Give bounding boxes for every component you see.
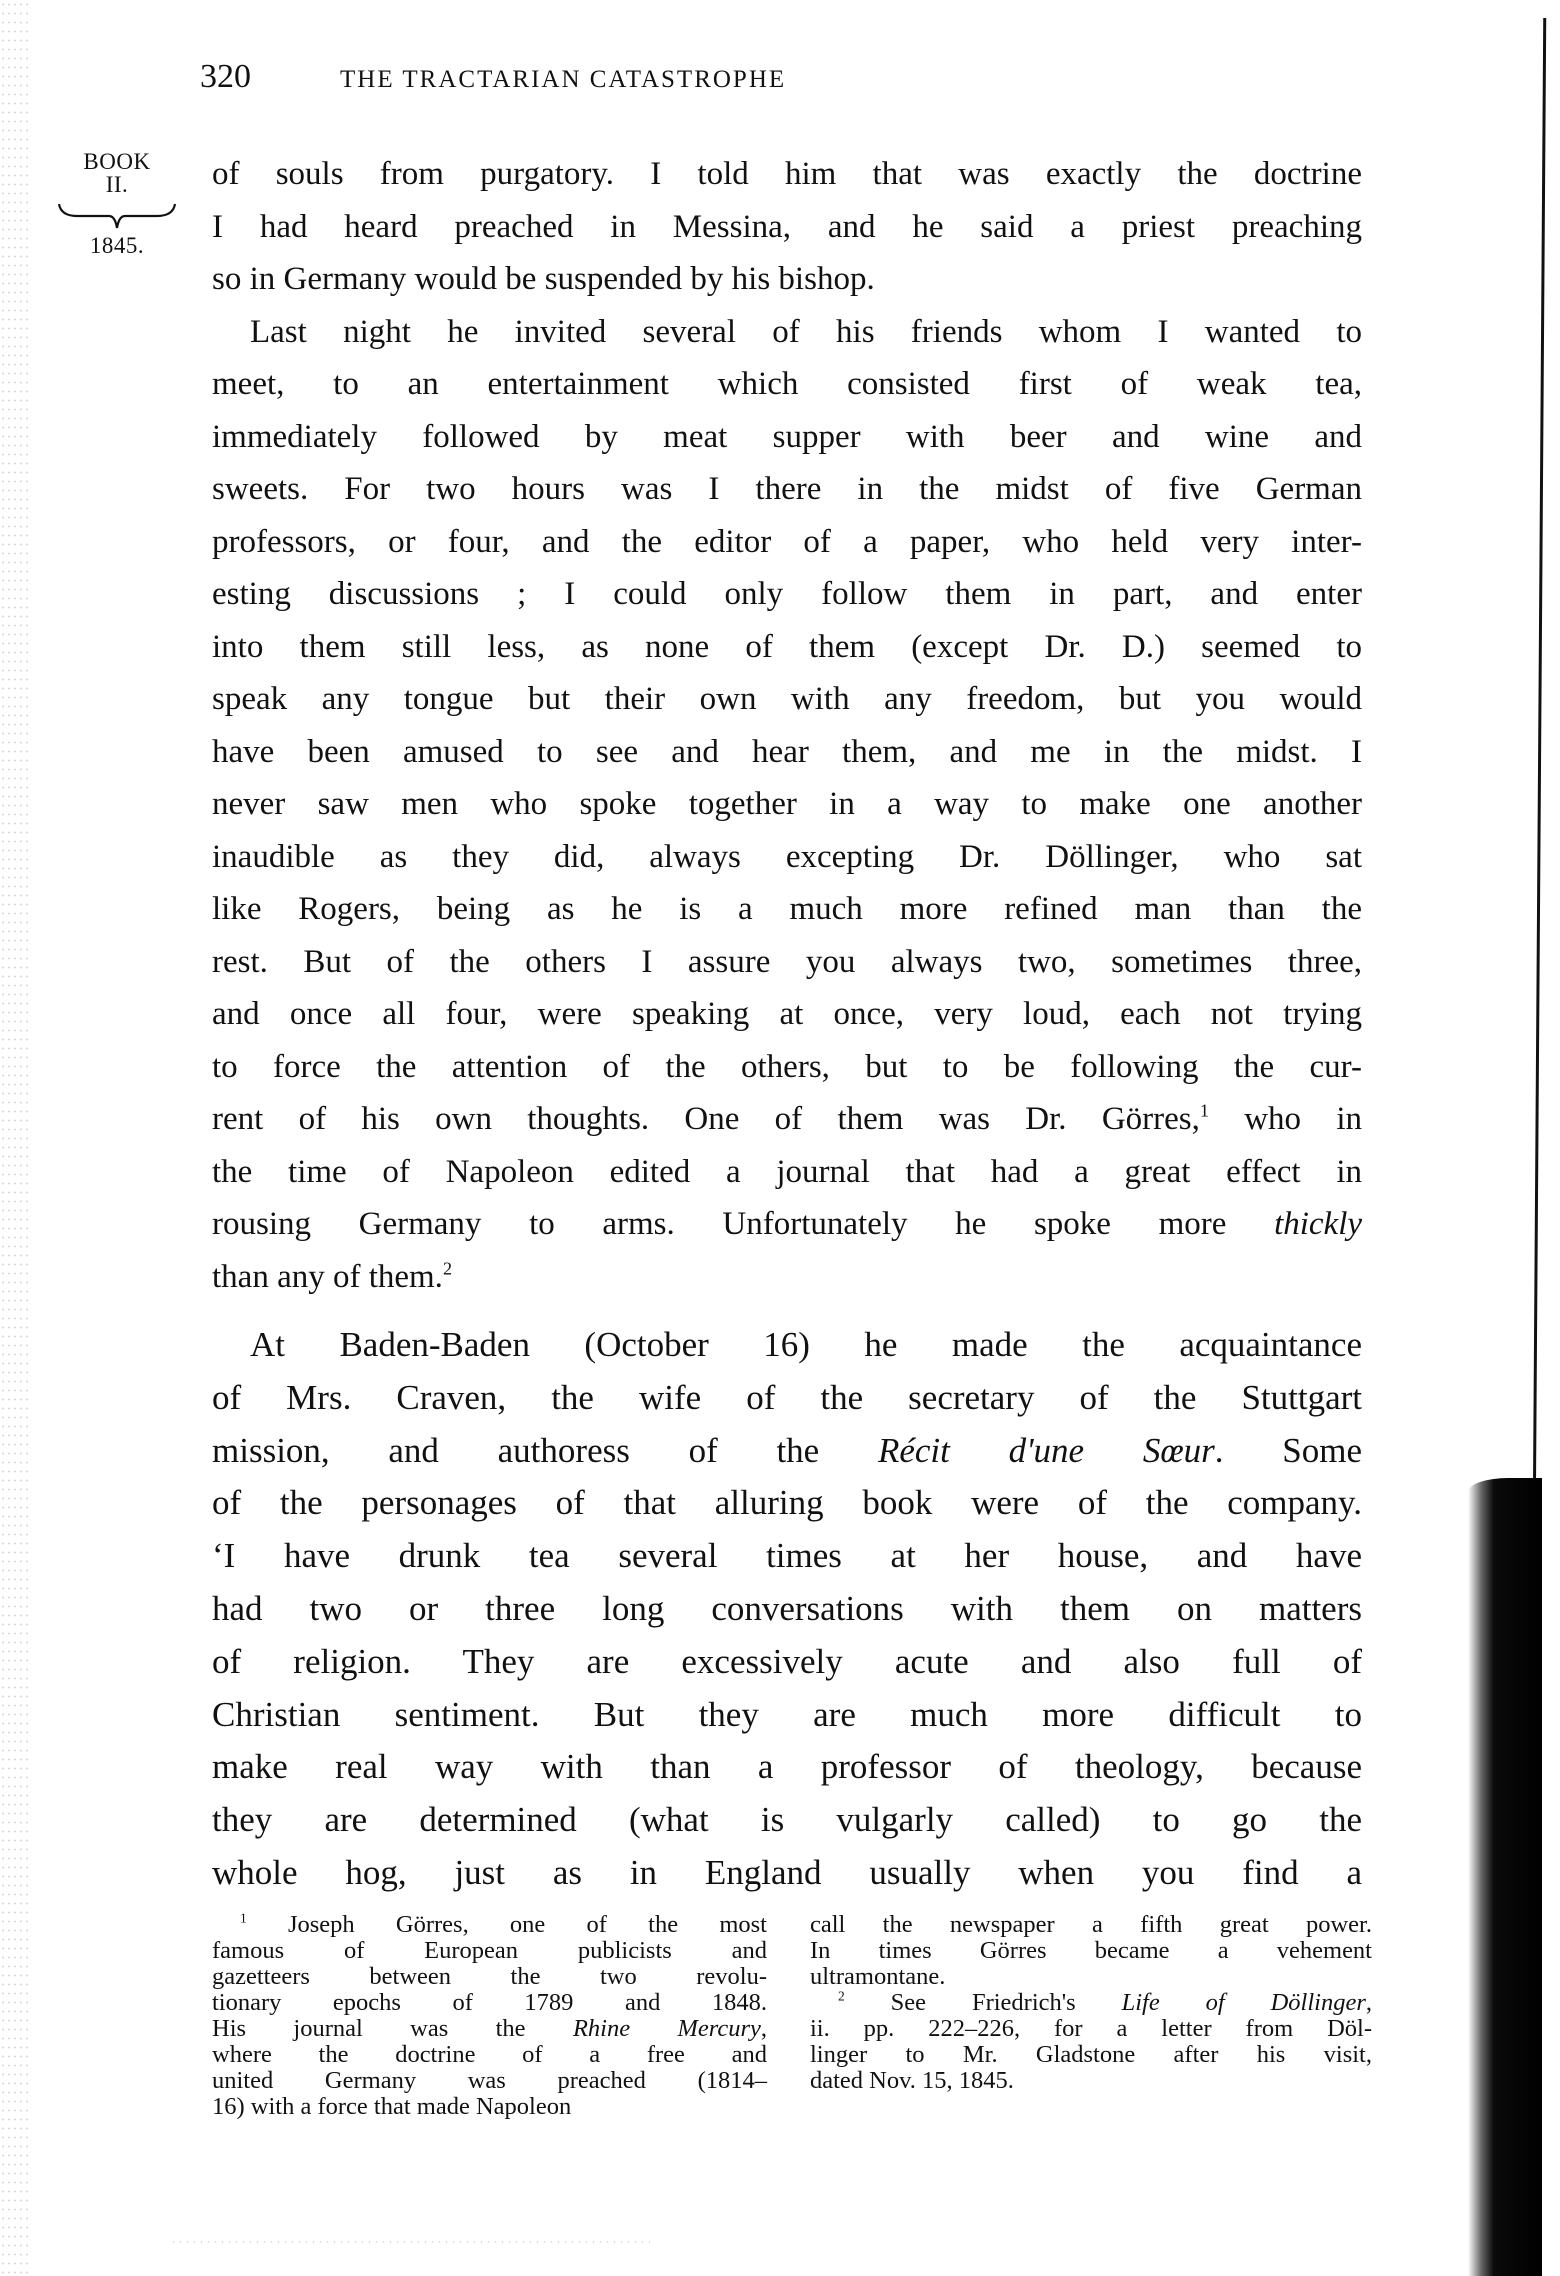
text-line: speak any tongue but their own with any freedom, but you would [212,681,1362,717]
text-segment: Joseph Görres, one of the most [287,1911,767,1938]
text-line: like Rogers, being as he is a much more refined man than the [212,891,1362,927]
text-line: meet, to an entertainment which consisted first of weak tea, [212,366,1362,402]
scan-page-edge-right-line [1533,18,1546,1518]
text-line: they are determined (what is vulgarly called) to go the [212,1800,1362,1840]
footnote-marker-1: 1 [240,1910,247,1926]
text-line: make real way with than a professor of theology, because [212,1747,1362,1787]
text-segment: mission, and authoress of the [212,1430,820,1470]
footnote-line: His journal was the Rhine Mercury, [212,2015,768,2042]
scan-page-edge-left [0,0,30,2276]
text-line: into them still less, as none of them (except Dr. D.) seemed to [212,628,1362,665]
margin-note-book: BOOK [83,149,151,174]
text-segment: See Friedrich's [890,1989,1076,2016]
book-title: Récit d'une Sœur [877,1430,1215,1470]
footnote-line [212,1912,767,1938]
text-line: professors, or four, and the editor of a paper, who held very inter- [212,523,1362,560]
book-title: Life of Döllinger [1121,1989,1366,2016]
text-line [212,1251,1362,1304]
text-line: never saw men who spoke together in a way to make one another [212,786,1362,822]
running-title: THE TRACTARIAN CATASTROPHE [340,66,787,93]
footnote-line: dated Nov. 15, 1845. [810,2067,1014,2094]
footnote-line: united Germany was preached (1814– [212,2067,767,2094]
footnote-line: famous of European publicists and [212,1937,767,1964]
footnote-line: call the newspaper a fifth great power. [810,1911,1372,1938]
text-line: esting discussions ; I could only follow them in part, and enter [212,576,1362,612]
scan-page-edge-shadow [1468,1478,1542,2276]
text-line: have been amused to see and hear them, and me in the midst. I [212,733,1362,770]
text-line: of religion. They are excessively acute and also full of [212,1641,1362,1681]
text-segment: than any of them. [212,1258,443,1295]
page-number: 320 [200,58,251,95]
paragraph-1 [212,148,1362,306]
footnote-line: 16) with a force that made Napoleon [212,2093,572,2120]
text-line: to force the attention of the others, but to be following the cur- [212,1048,1362,1085]
text-line: had two or three long conversations with them on matters [212,1588,1362,1628]
footnote-line: In times Görres became a vehement [810,1937,1372,1964]
journal-title: Rhine Mercury [572,2015,761,2042]
paragraph-3 [212,1319,1362,1900]
text-segment: His journal was the [212,2015,526,2042]
footnote-line: where the doctrine of a free and [212,2041,767,2068]
text-line: rest. But of the others I assure you always two, sometimes three, [212,943,1362,980]
margin-note-volume: II. [105,172,129,197]
text-line: the time of Napoleon edited a journal that had a great effect in [212,1153,1362,1190]
footnote-column-right [810,1912,1372,2120]
margin-note [52,150,182,257]
footnote-marker-2: 2 [838,1988,845,2004]
scan-noise [170,2240,650,2244]
text-line [212,1425,1362,1478]
text-segment: . Some [1214,1430,1362,1470]
text-line: of the personages of that alluring book were of the company. [212,1483,1362,1523]
text-line: At Baden-Baden (October 16) he made the acquaintance [250,1325,1362,1364]
footnote-ref-1[interactable]: 1 [1199,1100,1209,1121]
text-line: so in Germany would be suspended by his bishop. [212,261,875,297]
footnote-ref-2[interactable]: 2 [442,1257,453,1278]
text-line: ‘I have drunk tea several times at her house, and have [212,1536,1362,1576]
footnote-line: gazetteers between the two revolu- [212,1963,767,1990]
body-text [212,148,1362,1900]
text-line: immediately followed by meat supper with beer and wine and [212,418,1362,455]
footnote-column-left [212,1912,767,2120]
footnote-line: $^2$ See Friedrich's Life of Döllinger, [838,1988,1373,2016]
paragraph-2 [212,306,1362,1304]
text-line: and once all four, were speaking at once, very loud, each not trying [212,996,1362,1032]
footnotes [212,1912,1372,2120]
text-line: I had heard preached in Messina, and he said a priest preaching [212,208,1362,245]
italic-word: thickly [1274,1206,1363,1242]
text-line [212,1198,1362,1251]
text-line: of souls from purgatory. I told him that was exactly the doctrine [212,156,1362,192]
text-line [212,1093,1362,1146]
footnote-line: ii. pp. 222–226, for a letter from Döl- [810,2015,1372,2042]
running-head [0,58,1560,98]
footnote-line: linger to Mr. Gladstone after his visit, [810,2041,1372,2068]
curly-brace-icon [57,202,177,230]
text-line: Last night he invited several of his friends whom I wanted to [250,313,1362,350]
text-segment: rousing Germany to arms. Unfortunately he spoke more [212,1206,1227,1242]
text-segment: who in [1208,1101,1362,1137]
margin-note-year: 1845. [89,233,145,258]
text-segment: rent of his own thoughts. One of them was Dr. Görres, [212,1101,1200,1137]
text-line: inaudible as they did, always excepting Dr. Döllinger, who sat [212,838,1362,875]
text-line: whole hog, just as in England usually when you find a [212,1852,1362,1892]
footnote-line: tionary epochs of 1789 and 1848. [212,1989,767,2016]
text-line: sweets. For two hours was I there in the midst of five German [212,471,1362,507]
footnote-line: ultramontane. [810,1963,946,1990]
text-line: of Mrs. Craven, the wife of the secretary of the Stuttgart [212,1377,1362,1417]
text-line: Christian sentiment. But they are much more difficult to [212,1694,1362,1734]
